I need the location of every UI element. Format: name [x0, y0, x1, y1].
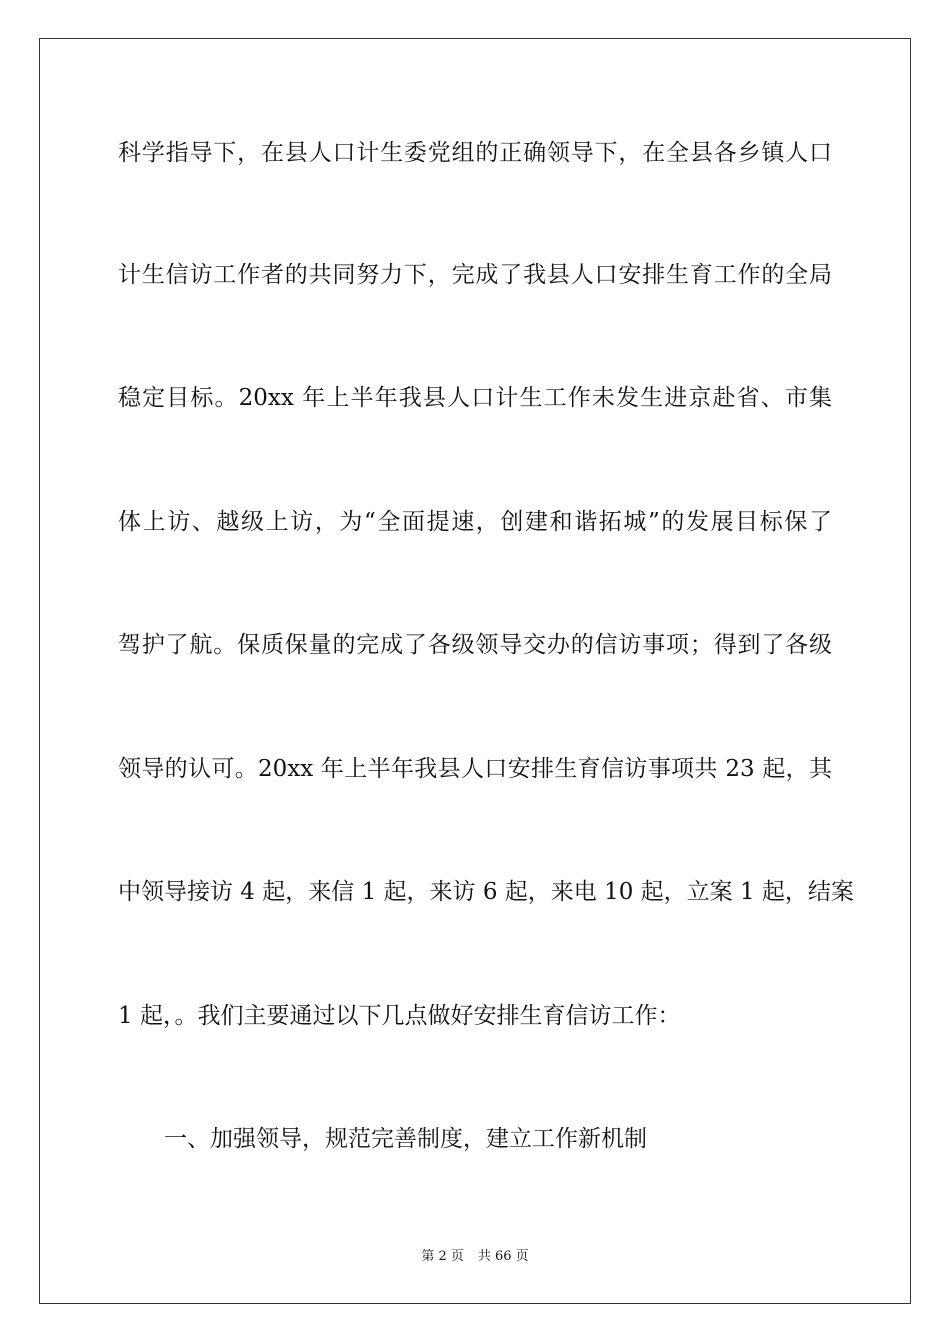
paragraph-line-5: 驾护了航。保质保量的完成了各级领导交办的信访事项；得到了各级: [118, 632, 832, 658]
paragraph-line-2: 计生信访工作者的共同努力下，完成了我县人口安排生育工作的全局: [118, 262, 832, 288]
page-total: 共 66 页: [477, 1249, 529, 1264]
paragraph-line-1: 科学指导下，在县人口计生委党组的正确领导下，在全县各乡镇人口: [118, 140, 832, 166]
paragraph-line-8: 1 起，。我们主要通过以下几点做好安排生育信访工作：: [118, 1003, 681, 1029]
page-footer: [0, 1248, 950, 1266]
paragraph-line-3: 稳定目标。20xx 年上半年我县人口计生工作未发生进京赴省、市集: [118, 385, 832, 411]
paragraph-line-4: 体上访、越级上访，为“全面提速，创建和谐拓城”的发展目标保了: [118, 509, 832, 535]
page-border: [39, 38, 911, 1304]
section-heading: 一、加强领导，规范完善制度，建立工作新机制: [164, 1126, 647, 1152]
page-number: 第 2 页: [421, 1249, 464, 1264]
paragraph-line-6: 领导的认可。20xx 年上半年我县人口安排生育信访事项共 23 起，其: [118, 756, 832, 782]
paragraph-line-7: 中领导接访 4 起，来信 1 起，来访 6 起，来电 10 起，立案 1 起，结案: [118, 879, 854, 905]
